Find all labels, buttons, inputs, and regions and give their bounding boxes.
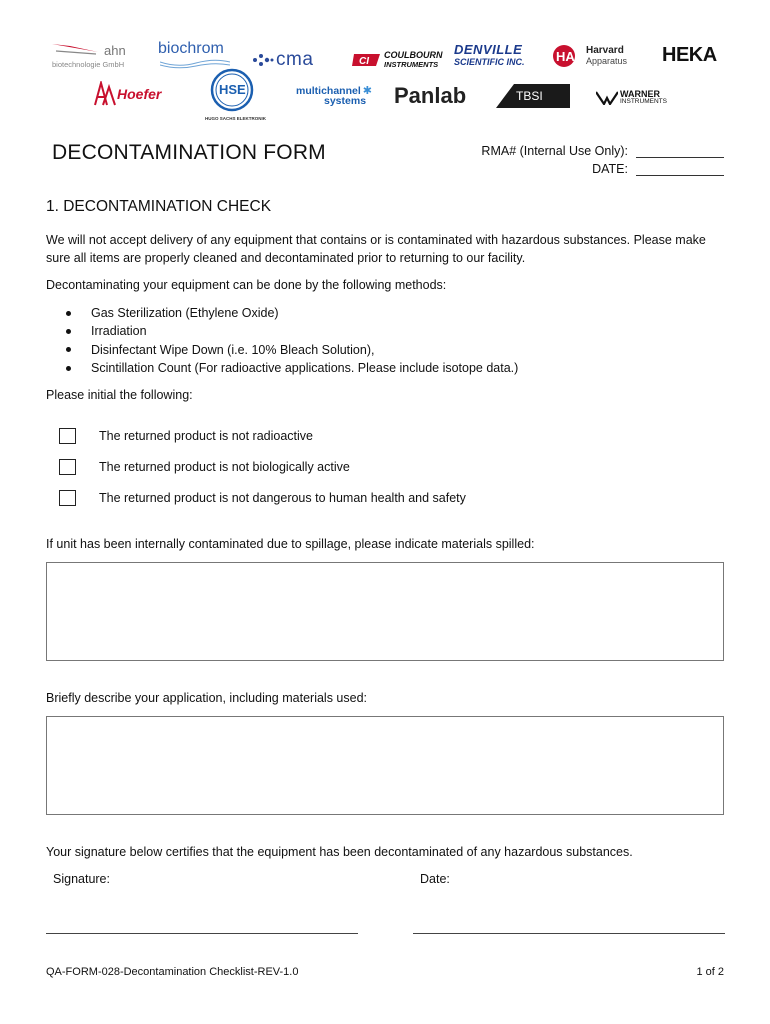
- rma-date-label: DATE:: [592, 162, 628, 176]
- signature-date-line[interactable]: [413, 933, 725, 934]
- ahn-swoosh-icon: [52, 42, 100, 56]
- hoefer-logo: [94, 80, 161, 108]
- warner-sub: INSTRUMENTS: [620, 98, 667, 105]
- initial-prompt: Please initial the following:: [46, 388, 193, 402]
- hoefer-name: Hoefer: [117, 86, 162, 102]
- panlab-logo: [394, 82, 466, 110]
- check-label: The returned product is not radioactive: [99, 429, 314, 443]
- multichannel-name: multichannel: [296, 84, 361, 97]
- tbsi-logo: [496, 84, 570, 108]
- method-text: Disinfectant Wipe Down (i.e. 10% Bleach Solution),: [91, 342, 375, 357]
- hse-name: HSE: [219, 82, 246, 97]
- application-prompt: Briefly describe your application, including materials used:: [46, 691, 367, 705]
- denville-sub: SCIENTIFIC INC.: [454, 57, 525, 67]
- rma-field[interactable]: [636, 146, 724, 158]
- check-label: The returned product is not dangerous to human health and safety: [99, 491, 466, 505]
- bullet-icon: [66, 311, 71, 316]
- ci-mark-icon: [352, 52, 382, 68]
- denville-name: DENVILLE: [454, 42, 523, 57]
- rma-date-field[interactable]: [636, 164, 724, 176]
- page-number: 1 of 2: [696, 966, 724, 978]
- cma-dots-icon: [252, 53, 274, 67]
- list-item: [66, 359, 518, 377]
- method-text: Gas Sterilization (Ethylene Oxide): [91, 306, 279, 320]
- application-textarea[interactable]: [46, 716, 724, 815]
- biochrom-logo: [158, 40, 230, 68]
- warner-name: WARNER: [620, 89, 660, 99]
- list-item: [66, 304, 518, 322]
- method-text: Scintillation Count (For radioactive applications. Please include isotope data.): [91, 360, 519, 375]
- spill-prompt: If unit has been internally contaminated due to spillage, please indicate materials spilled:: [46, 537, 535, 551]
- svg-text:CI: CI: [359, 56, 369, 67]
- bullet-icon: [66, 329, 71, 334]
- cma-logo: [252, 50, 313, 70]
- ahn-sub: biotechnologie GmbH: [52, 60, 125, 69]
- panlab-name: Panlab: [394, 83, 467, 108]
- bullet-icon: [66, 366, 71, 371]
- check-dangerous-checkbox[interactable]: [59, 490, 76, 506]
- signature-label: Signature:: [53, 872, 110, 886]
- multichannel-sub: systems: [324, 95, 367, 107]
- tbsi-name: TBSI: [516, 89, 543, 103]
- biochrom-name: biochrom: [158, 40, 224, 57]
- check-label: The returned product is not biologically active: [99, 460, 350, 474]
- form-title: DECONTAMINATION FORM: [52, 141, 326, 164]
- svg-text:HA: HA: [556, 49, 575, 64]
- snowflake-icon: ✱: [362, 85, 372, 97]
- ha-mark-icon: [552, 44, 584, 68]
- harvard-name: Harvard: [586, 45, 624, 56]
- ahn-logo: [52, 42, 142, 70]
- check-row-dangerous: [59, 490, 466, 506]
- intro-paragraph: We will not accept delivery of any equipment that contains or is contaminated with hazardous substances. Please make sure all items are properly cleaned and decontaminated prior to returning to our facility.: [46, 233, 706, 265]
- hoefer-aa-icon: [94, 81, 116, 107]
- check-radioactive-checkbox[interactable]: [59, 428, 76, 444]
- coulbourn-logo: [352, 50, 443, 70]
- spill-materials-textarea[interactable]: [46, 562, 724, 661]
- harvard-logo: [552, 44, 627, 68]
- list-item: [66, 341, 518, 359]
- check-row-radioactive: [59, 428, 313, 444]
- list-item: [66, 322, 518, 340]
- hse-logo: [204, 68, 267, 124]
- heka-logo: [662, 44, 717, 66]
- form-id: QA-FORM-028-Decontamination Checklist-REV-1.0: [46, 966, 299, 978]
- multichannel-logo: [296, 84, 376, 108]
- check-biological-checkbox[interactable]: [59, 459, 76, 475]
- certify-text: Your signature below certifies that the equipment has been decontaminated of any hazardous substances.: [46, 845, 633, 859]
- methods-list: [66, 304, 518, 377]
- methods-intro: Decontaminating your equipment can be done by the following methods:: [46, 278, 447, 292]
- harvard-sub: Apparatus: [586, 56, 628, 66]
- heka-name: HEKA: [662, 43, 717, 66]
- warner-w-icon: [596, 91, 618, 105]
- ahn-name: ahn: [104, 43, 126, 58]
- bullet-icon: [66, 347, 71, 352]
- signature-line[interactable]: [46, 933, 358, 934]
- logo-strip: [0, 0, 770, 130]
- method-text: Irradiation: [91, 324, 147, 339]
- hse-sub: HUGO SACHS ELEKTRONIK: [205, 116, 267, 121]
- check-row-biological: [59, 459, 350, 475]
- coulbourn-name: COULBOURN: [384, 50, 443, 60]
- denville-logo: [454, 42, 534, 70]
- cma-name: cma: [276, 49, 314, 70]
- rma-block: [481, 140, 724, 176]
- warner-logo: [596, 90, 667, 106]
- rma-label: RMA# (Internal Use Only):: [481, 144, 628, 158]
- coulbourn-sub: INSTRUMENTS: [384, 60, 439, 69]
- section-title: 1. DECONTAMINATION CHECK: [46, 198, 272, 215]
- signature-date-label: Date:: [420, 872, 450, 886]
